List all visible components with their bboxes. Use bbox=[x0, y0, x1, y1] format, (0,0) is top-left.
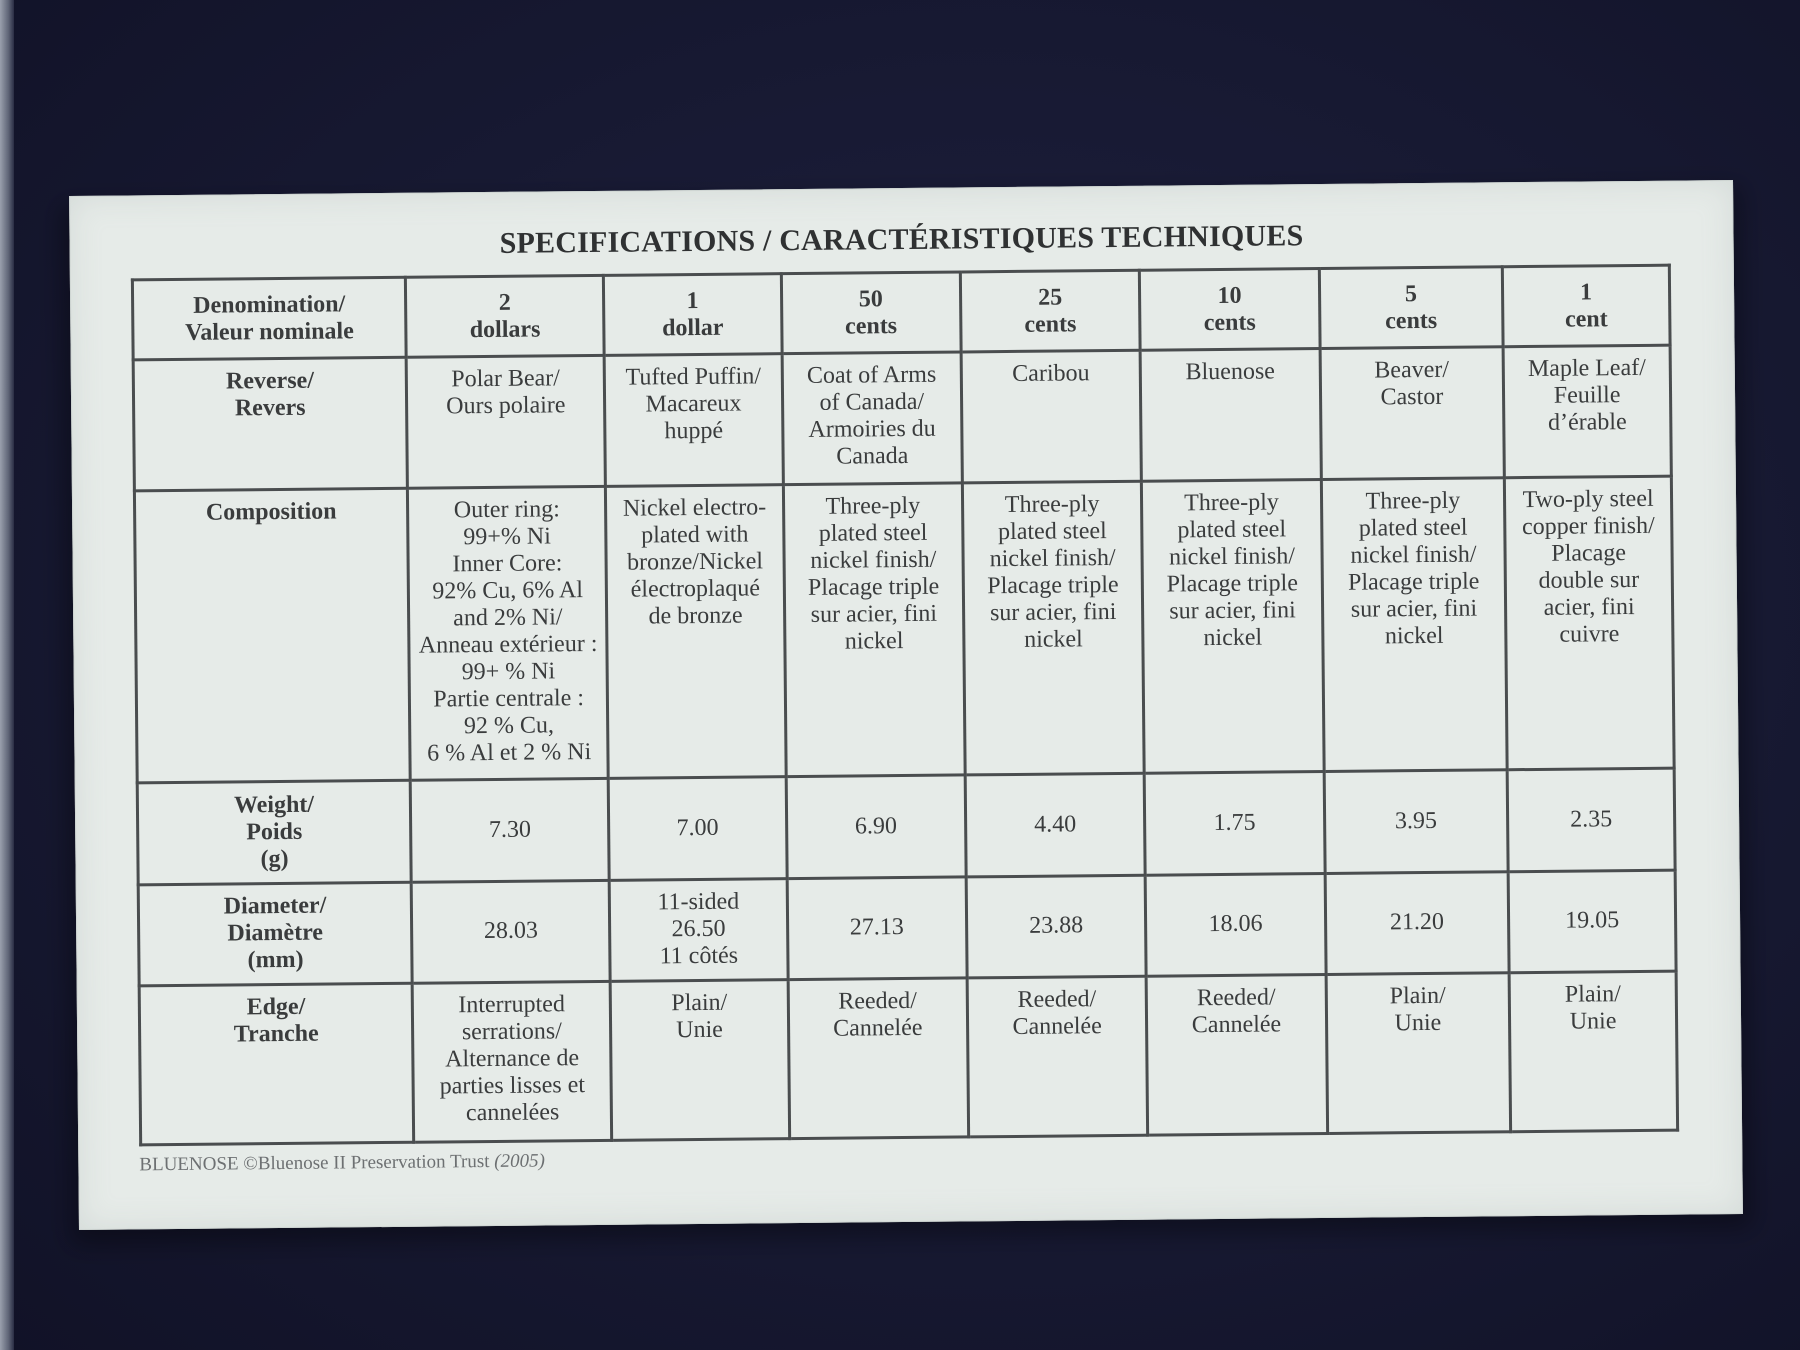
cell-composition: Three-ply plated steel nickel finish/ Placage triple sur acier, fini nickel bbox=[783, 483, 965, 777]
cell-denomination: 1 cent bbox=[1502, 265, 1670, 347]
card-title: SPECIFICATIONS / CARACTÉRISTIQUES TECHNIQUES bbox=[499, 219, 1304, 260]
row-label-edge: Edge/ Tranche bbox=[139, 983, 414, 1145]
cell-composition: Three-ply plated steel nickel finish/ Placage triple sur acier, fini nickel bbox=[1142, 479, 1324, 773]
cell-denomination: 25 cents bbox=[960, 270, 1140, 352]
cell-diameter: 27.13 bbox=[787, 877, 967, 980]
cell-denomination: 50 cents bbox=[781, 272, 961, 354]
cell-composition: Two-ply steel copper finish/ Placage double sur acier, fini cuivre bbox=[1504, 476, 1674, 770]
row-composition bbox=[134, 476, 1674, 783]
cell-weight: 2.35 bbox=[1507, 769, 1675, 872]
cell-reverse: Polar Bear/ Ours polaire bbox=[406, 355, 605, 488]
cell-weight: 7.30 bbox=[410, 779, 609, 882]
row-diameter bbox=[138, 870, 1676, 986]
specifications-table bbox=[131, 264, 1679, 1147]
row-label-denomination: Denomination/ Valeur nominale bbox=[132, 277, 406, 360]
cell-reverse: Caribou bbox=[961, 350, 1142, 482]
cell-weight: 6.90 bbox=[786, 775, 966, 878]
cell-edge: Plain/ Unie bbox=[1509, 971, 1677, 1132]
row-label-diameter: Diameter/ Diamètre (mm) bbox=[138, 882, 412, 986]
copyright-year: (2005) bbox=[494, 1150, 545, 1172]
cell-edge: Reeded/ Cannelée bbox=[1146, 974, 1327, 1135]
cell-diameter: 28.03 bbox=[411, 880, 610, 983]
cell-composition: Outer ring: 99+% Ni Inner Core: 92% Cu, 6% Al and 2% Ni/ Anneau extérieur : 99+ % Ni Partie centrale : 92 % Cu, 6 % Al et 2 % Ni bbox=[408, 486, 609, 781]
cell-reverse: Bluenose bbox=[1140, 349, 1321, 481]
cell-weight: 7.00 bbox=[608, 777, 786, 880]
cell-diameter: 19.05 bbox=[1508, 870, 1676, 973]
row-label-reverse: Reverse/ Revers bbox=[133, 357, 407, 490]
cell-reverse: Beaver/ Castor bbox=[1320, 347, 1505, 479]
row-label-weight: Weight/ Poids (g) bbox=[137, 781, 411, 885]
cell-weight: 1.75 bbox=[1144, 772, 1324, 875]
cell-composition: Nickel electro- plated with bronze/Nickel électroplaqué de bronze bbox=[606, 484, 786, 778]
row-label-composition: Composition bbox=[134, 488, 410, 783]
cell-weight: 4.40 bbox=[965, 774, 1145, 877]
cell-composition: Three-ply plated steel nickel finish/ Placage triple sur acier, fini nickel bbox=[1321, 477, 1507, 771]
cell-weight: 3.95 bbox=[1324, 770, 1508, 873]
cell-edge: Plain/ Unie bbox=[610, 980, 789, 1141]
cell-edge: Reeded/ Cannelée bbox=[967, 976, 1148, 1137]
cell-diameter: 21.20 bbox=[1325, 871, 1509, 974]
cell-denomination: 10 cents bbox=[1140, 269, 1320, 351]
row-reverse bbox=[133, 345, 1671, 490]
cell-diameter: 18.06 bbox=[1145, 873, 1325, 976]
spec-card bbox=[69, 180, 1743, 1230]
cell-reverse: Tufted Puffin/ Macareux huppé bbox=[604, 354, 783, 486]
cell-edge: Reeded/ Cannelée bbox=[788, 978, 969, 1139]
cell-diameter: 23.88 bbox=[966, 875, 1146, 978]
cell-reverse: Maple Leaf/ Feuille d’érable bbox=[1503, 345, 1671, 477]
copyright-text: BLUENOSE ©Bluenose II Preservation Trust bbox=[139, 1151, 490, 1176]
left-edge-strip bbox=[0, 0, 14, 1350]
cell-edge: Plain/ Unie bbox=[1326, 973, 1511, 1134]
cell-composition: Three-ply plated steel nickel finish/ Placage triple sur acier, fini nickel bbox=[962, 481, 1144, 775]
cell-diameter: 11-sided 26.50 11 côtés bbox=[609, 878, 787, 981]
row-denomination bbox=[132, 265, 1670, 360]
cell-edge: Interrupted serrations/ Alternance de parties lisses et cannelées bbox=[412, 981, 612, 1142]
row-weight bbox=[137, 769, 1675, 885]
cell-denomination: 5 cents bbox=[1319, 267, 1503, 349]
cell-denomination: 1 dollar bbox=[604, 274, 782, 356]
cell-denomination: 2 dollars bbox=[406, 275, 605, 357]
cell-reverse: Coat of Arms of Canada/ Armoiries du Canada bbox=[782, 352, 963, 484]
row-edge bbox=[139, 971, 1677, 1145]
card-footer bbox=[139, 1150, 545, 1176]
